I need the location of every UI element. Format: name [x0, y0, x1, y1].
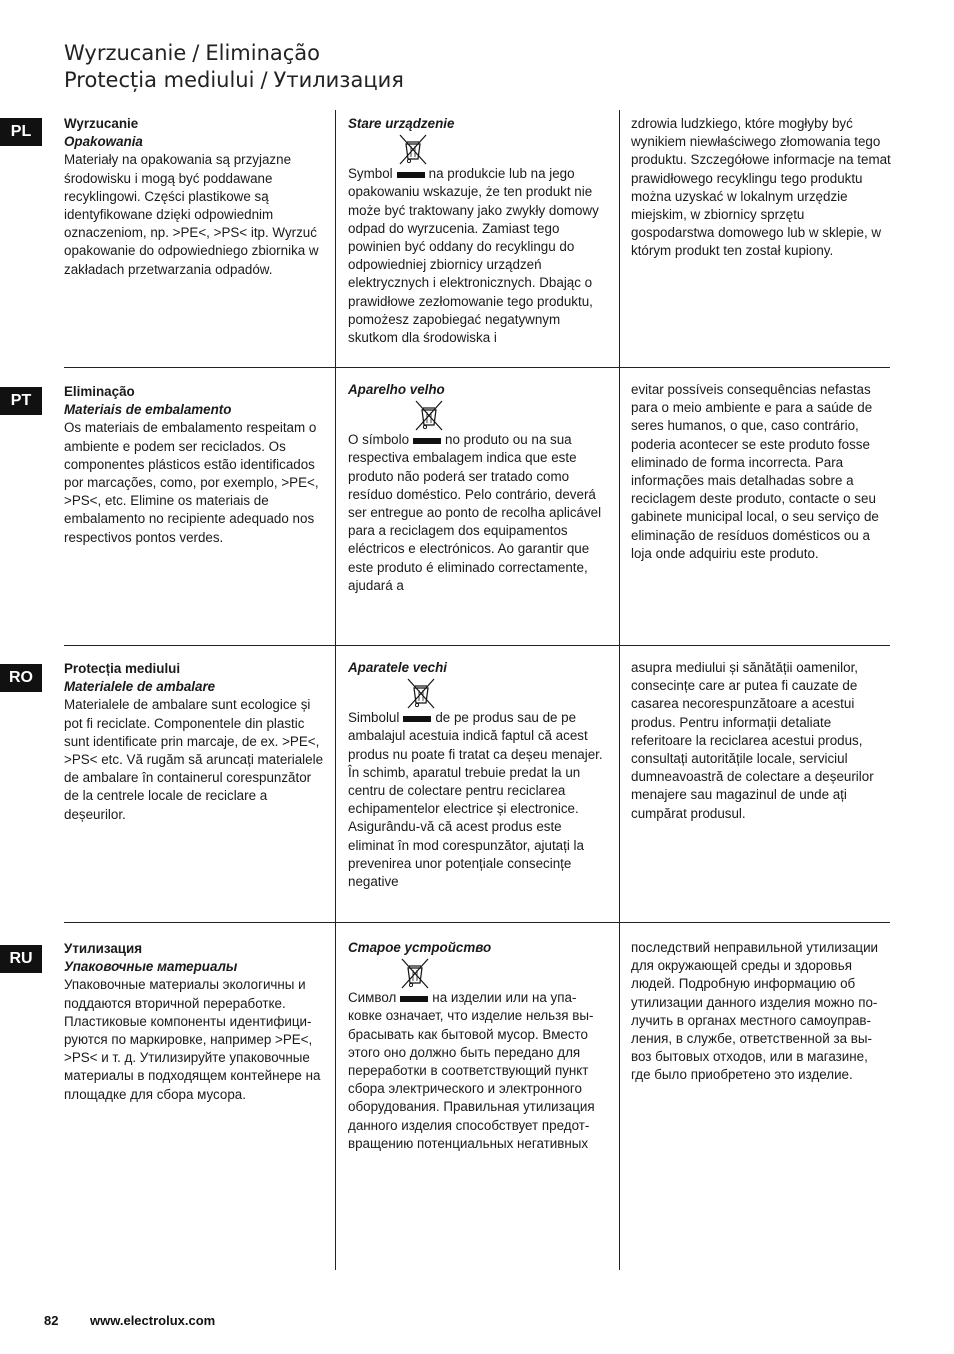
section-heading: Eliminação — [64, 384, 135, 399]
page-title — [64, 40, 404, 94]
section-text: asupra mediului și sănătății oamenilor, consecințe care ar putea fi cauzate de casarea necorespunzătoare a acestui produs. Pentru informații detaliate referitoare la reciclarea acestui produs, consultați autoritățile locale, serviciul dumneavoastră de colectare a deșeurilor menajere sau magazinul de unde ați cumpărat produsul. — [631, 660, 874, 821]
section-text — [348, 431, 610, 595]
symbol-prefix: Symbol — [348, 166, 393, 182]
symbol-prefix: Simbolul — [348, 710, 400, 726]
section-subheading: Materialele de ambalare — [64, 679, 216, 695]
title-pt: Eliminação — [205, 41, 321, 65]
ro-packaging-column — [64, 660, 328, 824]
section-heading: Protecția mediului — [64, 661, 181, 676]
section-heading: Утилизация — [64, 941, 143, 956]
pt-packaging-column — [64, 383, 328, 547]
pt-continued-column — [631, 381, 891, 563]
section-text: последствий неправильной утилизации для окружающей среды и здоровья людей. Подробную информацию об утилизации данного изделия можно по-лучить в органах местного самоуправ-ления, в службе, ответственной за вы-воз бытовых отходов, или в магазине, где было приобретено это изделие. — [631, 940, 879, 1083]
title-separator: / — [260, 68, 268, 92]
section-text: Materiały na opakowania są przyjazne środowisku i mogą być poddawane recyklingowi. Części plastikowe są identyfikowane dzięki odpowiednim oznaczeniom, np. >PE<, >PS< itp. Wyrzuć opakowanie do odpowiedniego zbiornika w zakładach przetwarzania odpadów. — [64, 152, 319, 277]
symbol-text: na produkcie lub na jego opakowaniu wskazuje, że ten produkt nie może być traktowany jako zwykły domowy odpad do wyrzucenia. Zamiast tego powinien być oddany do recyklingu do odpowiedniej zbiornicy urządzeń elektrycznych i elektronicznych. Dbając o prawidłowe zezłomowanie tego produktu, pomożesz zapobiegać negatywnym skutkom dla środowiska i — [348, 166, 599, 346]
section-subheading: Opakowania — [64, 134, 143, 150]
section-text: zdrowia ludzkiego, które mogłyby być wynikiem niewłaściwego złomowania tego produktu. Szczegółowe informacje na temat prawidłowego recyklingu tego produktu można uzyskać w lokalnym urzędzie miejskim, w zbiornicy sprzętu gospodarstwa domowego lub w sklepie, w którym produkt ten został kupiony. — [631, 116, 891, 259]
ro-continued-column — [631, 659, 891, 823]
crossed-bin-icon — [398, 133, 428, 165]
ru-old-appliance-column — [348, 939, 610, 1153]
crossed-bin-icon — [400, 957, 430, 989]
section-text — [348, 709, 610, 891]
ru-packaging-column — [64, 940, 328, 1104]
title-line-1 — [64, 40, 404, 67]
black-bar-symbol — [397, 172, 425, 178]
pl-continued-column — [631, 115, 891, 261]
section-heading: Wyrzucanie — [64, 116, 139, 131]
section-divider — [64, 367, 890, 368]
symbol-prefix: O símbolo — [348, 432, 410, 448]
section-subheading: Stare urządzenie — [348, 116, 455, 131]
symbol-text: de pe produs sau de pe ambalajul acestuia indică faptul că acest produs nu poate fi tratat ca deșeu menajer. În schimb, aparatul trebuie predat la un centru de colectare pentru reciclarea echipamentelor electrice și electronice. Asigurându-vă că acest produs este eliminat în mod corespunzător, ajutați la prevenirea unor potențiale consecințe negative — [348, 710, 603, 890]
section-divider — [64, 645, 890, 646]
section-text — [348, 989, 610, 1153]
symbol-text: на изделии или на упа-ковке означает, что изделие нельзя вы-брасывать как бытовой мусор. Вместо этого оно должно быть передано для переработки в соответствующий пункт сбора электрического и электронного оборудования. Правильная утилизация данного изделия способствует предот-вращению потенциальных негативных — [348, 990, 595, 1151]
section-text: Materialele de ambalare sunt ecologice și pot fi reciclate. Componentele din plastic sunt identificate prin marcaje, de ex. >PE<, >PS< etc. Vă rugăm să aruncați materialele de ambalare în containerul corespunzător de la centrele locale de reciclare a deșeurilor. — [64, 697, 324, 822]
title-separator: / — [192, 41, 200, 65]
column-divider — [619, 110, 620, 1270]
language-badge-ro: RO — [0, 664, 42, 692]
section-subheading: Aparelho velho — [348, 382, 445, 397]
title-ro: Protecția mediului — [64, 68, 255, 92]
title-ru: Утилизация — [273, 68, 404, 92]
section-subheading: Упаковочные материалы — [64, 959, 238, 975]
section-subheading: Materiais de embalamento — [64, 402, 232, 418]
section-text: Упаковочные материалы экологичны и поддаются вторичной переработке. Пластиковые компоненты идентифици-руются по маркировке, например >PE<, >PS< и т. д. Утилизируйте упаковочные материалы в подходящем контейнере на площадке для сбора мусора. — [64, 977, 321, 1102]
pl-packaging-column — [64, 115, 328, 279]
section-divider — [64, 922, 890, 923]
language-badge-pl: PL — [0, 118, 42, 146]
black-bar-symbol — [400, 996, 428, 1002]
pt-old-appliance-column — [348, 381, 610, 595]
language-badge-pt: PT — [0, 387, 42, 415]
title-pl: Wyrzucanie — [64, 41, 187, 65]
symbol-prefix: Символ — [348, 990, 397, 1006]
pl-old-appliance-column — [348, 115, 610, 347]
section-subheading: Старое устройство — [348, 940, 492, 955]
ro-old-appliance-column — [348, 659, 610, 891]
section-text: Os materiais de embalamento respeitam o ambiente e podem ser reciclados. Os componentes plásticos estão identificados por marcações, como, por exemplo, >PE<, >PS<, etc. Elimine os materiais de embalamento no recipiente adequado nos respectivos pontos verdes. — [64, 420, 319, 545]
language-badge-ru: RU — [0, 945, 42, 973]
website-link[interactable]: www.electrolux.com — [90, 1313, 216, 1328]
section-subheading: Aparatele vechi — [348, 660, 447, 675]
section-text — [348, 165, 610, 347]
symbol-text: no produto ou na sua respectiva embalagem indica que este produto não poderá ser tratado como resíduo doméstico. Pelo contrário, deverá ser entregue ao ponto de recolha aplicável para a reciclagem dos equipamentos eléctricos e electrónicos. Ao garantir que este produto é eliminado correctamente, ajudará a — [348, 432, 602, 593]
black-bar-symbol — [413, 438, 441, 444]
black-bar-symbol — [403, 716, 431, 722]
section-text: evitar possíveis consequências nefastas para o meio ambiente e para a saúde de seres humanos, o que, caso contrário, poderia acontecer se este produto fosse eliminado de forma incorrecta. Para informações mais detalhadas sobre a reciclagem deste produto, contacte o seu gabinete municipal local, o seu serviço de eliminação de resíduos domésticos ou a loja onde adquiriu este produto. — [631, 382, 879, 561]
page-number: 82 — [44, 1313, 59, 1328]
ru-continued-column — [631, 939, 891, 1085]
title-line-2 — [64, 67, 404, 94]
column-divider — [335, 110, 336, 1270]
crossed-bin-icon — [414, 399, 444, 431]
crossed-bin-icon — [406, 677, 436, 709]
